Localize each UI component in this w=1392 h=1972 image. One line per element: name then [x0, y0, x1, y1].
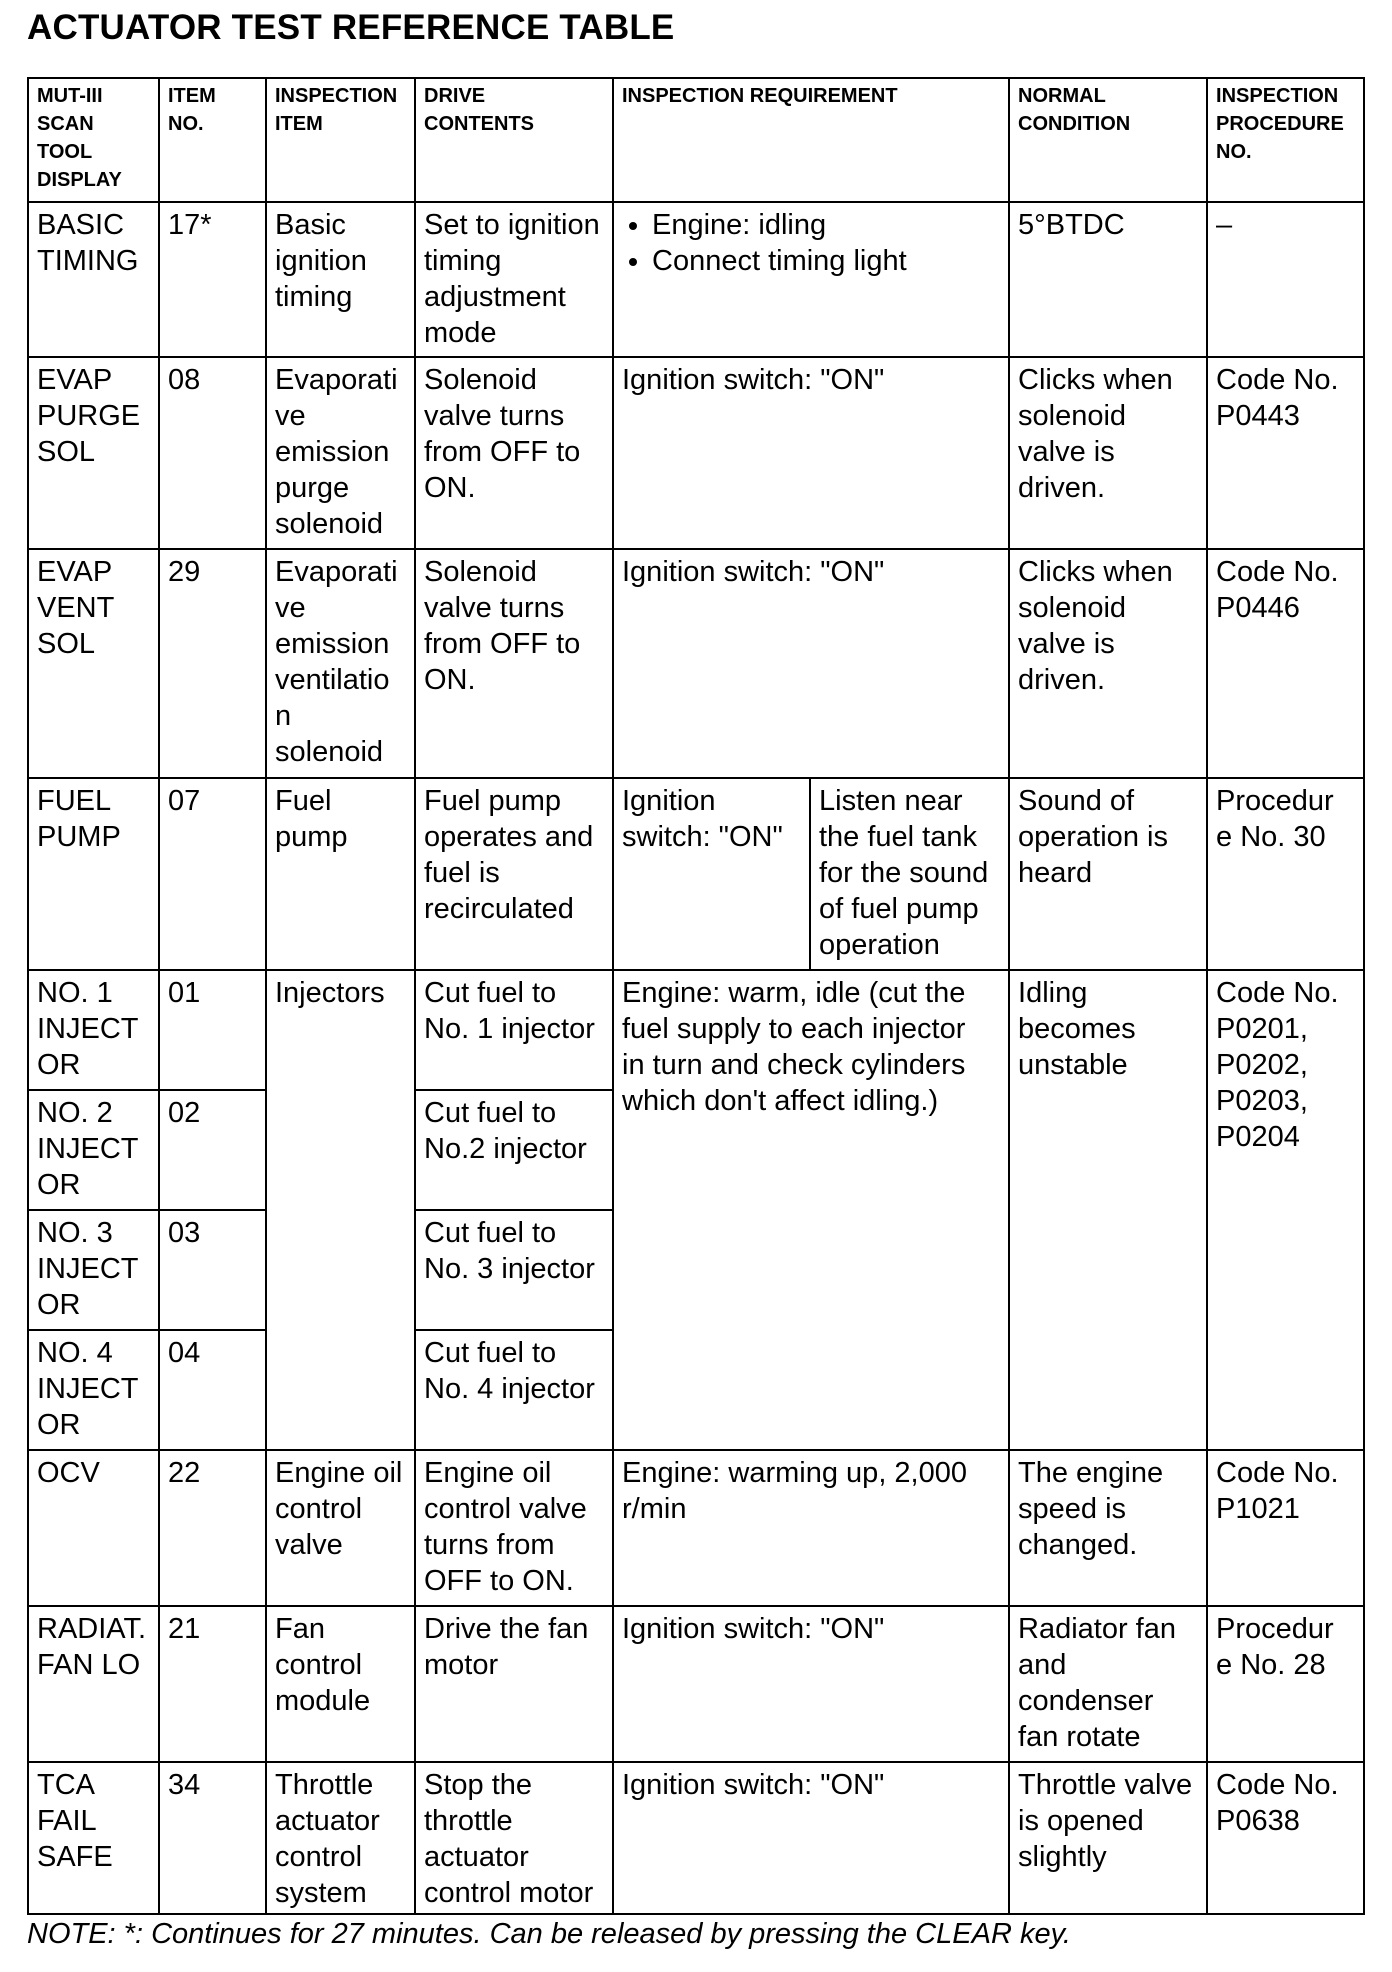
normal-condition-cell: The engine speed is changed. [1009, 1450, 1207, 1606]
drive-contents-cell: Solenoid valve turns from OFF to ON. [415, 549, 613, 778]
inspection-item-cell: Fuel pump [266, 778, 415, 970]
display-cell: RADIAT. FAN LO [28, 1606, 159, 1762]
procedure-no-cell: Code No. P0638 [1207, 1762, 1364, 1914]
display-cell: NO. 1 INJECT OR [28, 970, 159, 1090]
table-row [28, 778, 1364, 970]
normal-condition-cell: Radiator fan and condenser fan rotate [1009, 1606, 1207, 1762]
display-cell: EVAP VENT SOL [28, 549, 159, 778]
table-row [28, 1606, 1364, 1762]
procedure-no-cell: Code No. P0443 [1207, 357, 1364, 549]
requirement-cell: Engine: warm, idle (cut the fuel supply to each injector in turn and check cylinders which don't affect idling.) [613, 970, 1009, 1450]
drive-contents-cell: Set to ignition timing adjustment mode [415, 202, 613, 357]
drive-contents-cell: Fuel pump operates and fuel is recirculated [415, 778, 613, 970]
requirement-cell: Engine: warming up, 2,000 r/min [613, 1450, 1009, 1606]
item-no-cell: 08 [159, 357, 266, 549]
drive-contents-cell: Cut fuel to No. 3 injector [415, 1210, 613, 1330]
item-no-cell: 04 [159, 1330, 266, 1450]
inspection-item-cell: Basic ignition timing [266, 202, 415, 357]
procedure-no-cell: Code No. P0446 [1207, 549, 1364, 778]
procedure-no-cell: Code No. P0201, P0202, P0203, P0204 [1207, 970, 1364, 1450]
inspection-item-cell: Evaporati ve emission ventilatio n solenoid [266, 549, 415, 778]
header-normal-condition: NORMAL CONDITION [1009, 78, 1207, 202]
display-cell: NO. 3 INJECT OR [28, 1210, 159, 1330]
item-no-cell: 01 [159, 970, 266, 1090]
table-row [28, 357, 1364, 549]
item-no-cell: 34 [159, 1762, 266, 1914]
drive-contents-cell: Cut fuel to No. 4 injector [415, 1330, 613, 1450]
requirement-cell: Ignition switch: "ON" [613, 357, 1009, 549]
display-cell: TCA FAIL SAFE [28, 1762, 159, 1914]
drive-contents-cell: Stop the throttle actuator control motor [415, 1762, 613, 1914]
footnote: NOTE: *: Continues for 27 minutes. Can be released by pressing the CLEAR key. [27, 1918, 1071, 1950]
normal-condition-cell: Sound of operation is heard [1009, 778, 1207, 970]
requirement-cell [613, 202, 1009, 357]
table-row [28, 970, 1364, 1090]
requirement-list [622, 207, 1000, 279]
requirement-cell: Ignition switch: "ON" [613, 1606, 1009, 1762]
actuator-test-table [27, 77, 1365, 1915]
requirement-cell: Ignition switch: "ON" [613, 549, 1009, 778]
drive-contents-cell: Cut fuel to No. 1 injector [415, 970, 613, 1090]
procedure-no-cell: Procedur e No. 28 [1207, 1606, 1364, 1762]
normal-condition-cell: Throttle valve is opened slightly [1009, 1762, 1207, 1914]
header-display: MUT-III SCAN TOOL DISPLAY [28, 78, 159, 202]
drive-contents-cell: Drive the fan motor [415, 1606, 613, 1762]
header-inspection-item: INSPECTION ITEM [266, 78, 415, 202]
table-row [28, 1450, 1364, 1606]
item-no-cell: 17* [159, 202, 266, 357]
display-cell: NO. 2 INJECT OR [28, 1090, 159, 1210]
display-cell: OCV [28, 1450, 159, 1606]
procedure-no-cell: – [1207, 202, 1364, 357]
inspection-item-cell: Evaporati ve emission purge solenoid [266, 357, 415, 549]
page-title: ACTUATOR TEST REFERENCE TABLE [27, 8, 675, 47]
item-no-cell: 07 [159, 778, 266, 970]
inspection-item-cell: Fan control module [266, 1606, 415, 1762]
normal-condition-cell: 5°BTDC [1009, 202, 1207, 357]
header-row [28, 78, 1364, 202]
inspection-item-cell: Engine oil control valve [266, 1450, 415, 1606]
inspection-item-cell: Throttle actuator control system [266, 1762, 415, 1914]
normal-condition-cell: Clicks when solenoid valve is driven. [1009, 357, 1207, 549]
requirement-detail-cell: Listen near the fuel tank for the sound of fuel pump operation [810, 778, 1009, 970]
drive-contents-cell: Cut fuel to No.2 injector [415, 1090, 613, 1210]
header-item-no: ITEM NO. [159, 78, 266, 202]
drive-contents-cell: Solenoid valve turns from OFF to ON. [415, 357, 613, 549]
item-no-cell: 29 [159, 549, 266, 778]
normal-condition-cell: Clicks when solenoid valve is driven. [1009, 549, 1207, 778]
requirement-cell: Ignition switch: "ON" [613, 778, 810, 970]
item-no-cell: 22 [159, 1450, 266, 1606]
table-row [28, 202, 1364, 357]
header-procedure-no: INSPECTION PROCEDURE NO. [1207, 78, 1364, 202]
normal-condition-cell: Idling becomes unstable [1009, 970, 1207, 1450]
display-cell: NO. 4 INJECT OR [28, 1330, 159, 1450]
list-item: • Connect timing light [652, 243, 1000, 279]
requirement-cell: Ignition switch: "ON" [613, 1762, 1009, 1914]
item-no-cell: 21 [159, 1606, 266, 1762]
display-cell: BASIC TIMING [28, 202, 159, 357]
drive-contents-cell: Engine oil control valve turns from OFF to ON. [415, 1450, 613, 1606]
item-no-cell: 02 [159, 1090, 266, 1210]
display-cell: FUEL PUMP [28, 778, 159, 970]
table-row [28, 549, 1364, 778]
inspection-item-cell: Injectors [266, 970, 415, 1450]
header-drive-contents: DRIVE CONTENTS [415, 78, 613, 202]
procedure-no-cell: Procedur e No. 30 [1207, 778, 1364, 970]
table-row [28, 1762, 1364, 1914]
item-no-cell: 03 [159, 1210, 266, 1330]
procedure-no-cell: Code No. P1021 [1207, 1450, 1364, 1606]
display-cell: EVAP PURGE SOL [28, 357, 159, 549]
header-inspection-requirement: INSPECTION REQUIREMENT [613, 78, 1009, 202]
list-item: • Engine: idling [652, 207, 1000, 243]
